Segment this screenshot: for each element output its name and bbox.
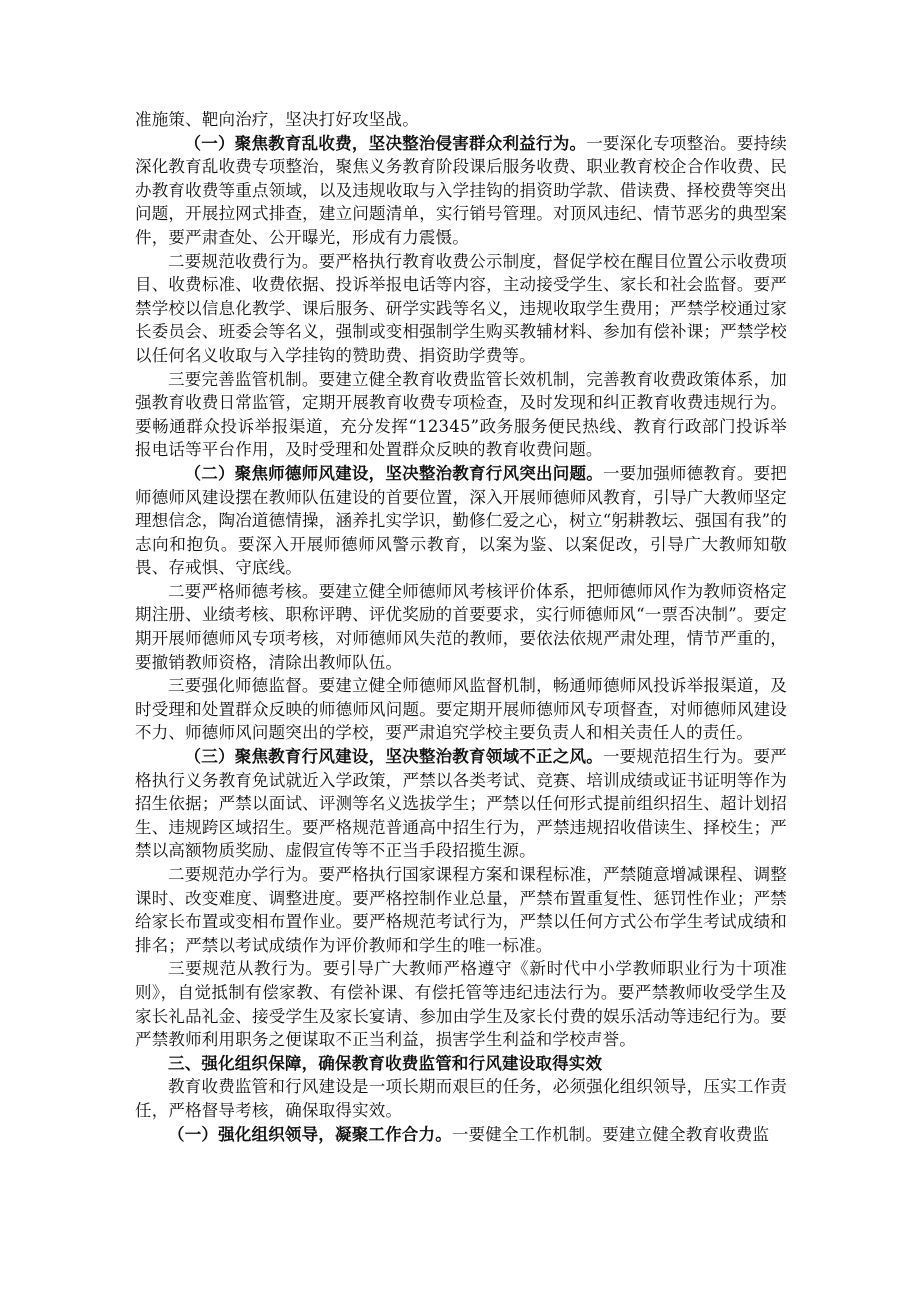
document-page: [135, 108, 787, 1146]
paragraph-8-text: 一要规范招生行为。要严格执行义务教育免试就近入学政策，严禁以各类考试、竞赛、培训成绩或证书证明等作为招生依据；严禁以面试、评测等名义选拔学生；严禁以任何形式提前组织招生、超计划招生、违规跨区域招生。要严格规范普通高中招生行为，严禁违规招收借读生、择校生；严禁以高额物质奖励、虚假宣传等不正当手段招揽生源。: [135, 747, 788, 861]
section-heading: 三、强化组织保障，确保教育收费监管和行风建设取得实效: [168, 1053, 603, 1073]
paragraph-10: [135, 957, 787, 1051]
paragraph-9: [135, 863, 787, 957]
paragraph-8: [135, 745, 787, 863]
paragraph-11-text: 教育收费监管和行风建设是一项长期而艰巨的任务，必须强化组织领导，压实工作责任，严格督导考核，确保取得实效。: [135, 1077, 787, 1120]
paragraph-2: [135, 132, 787, 250]
paragraph-2-text: 一要深化专项整治。要持续深化教育乱收费专项整治，聚焦义务教育阶段课后服务收费、职业教育校企合作收费、民办教育收费等重点领域，以及违规收取与入学挂钩的捐资助学款、借读费、择校费等突出问题，开展拉网式排查，建立问题清单，实行销号管理。对顶风违纪、情节恶劣的典型案件，要严肃查处、公开曝光，形成有力震慑。: [135, 133, 787, 247]
paragraph-12-text: 一要健全工作机制。要建立健全教育收费监: [451, 1124, 770, 1144]
paragraph-5-lead: （二）聚焦师德师风建设，坚决整治教育行风突出问题。: [184, 463, 603, 483]
paragraph-7-text: 三要强化师德监督。要建立健全师德师风监督机制，畅通师德师风投诉举报渠道，及时受理和处置群众反映的师德师风问题。要定期开展师德师风专项督查，对师德师风建设不力、师德师风问题突出的学校，要严肃追究学校主要负责人和相关责任人的责任。: [135, 676, 787, 743]
paragraph-6-text: 二要严格师德考核。要建立健全师德师风考核评价体系，把师德师风作为教师资格定期注册、业绩考核、职称评聘、评优奖励的首要要求，实行师德师风“一票否决制”。要定期开展师德师风专项考核，对师德师风失范的教师，要依法依规严肃处理，情节严重的，要撤销教师资格，清除出教师队伍。: [135, 581, 787, 672]
paragraph-8-lead: （三）聚焦教育行风建设，坚决整治教育领域不正之风。: [184, 747, 603, 767]
paragraph-4-text: 三要完善监管机制。要建立健全教育收费监管长效机制，完善教育收费政策体系，加强教育收费日常监管，定期开展教育收费专项检查，及时发现和纠正教育收费违规行为。要畅通群众投诉举报渠道，充分发挥“12345”政务服务便民热线、教育行政部门投诉举报电话等平台作用，及时受理和处置群众反映的教育收费问题。: [135, 369, 787, 460]
paragraph-4: [135, 368, 787, 462]
paragraph-11: [135, 1075, 787, 1122]
paragraph-6: [135, 580, 787, 674]
paragraph-3: [135, 250, 787, 368]
paragraph-1-text: 准施策、靶向治疗，坚决打好攻坚战。: [135, 110, 419, 129]
paragraph-12-lead: （一）强化组织领导，凝聚工作合力。: [168, 1124, 452, 1144]
paragraph-1: [135, 108, 787, 132]
paragraph-12: [135, 1123, 787, 1147]
paragraph-5: [135, 462, 787, 580]
paragraph-3-text: 二要规范收费行为。要严格执行教育收费公示制度，督促学校在醒目位置公示收费项目、收费标准、收费依据、投诉举报电话等内容，主动接受学生、家长和社会监督。要严禁学校以信息化教学、课后服务、研学实践等名义，违规收取学生费用；严禁学校通过家长委员会、班委会等名义，强制或变相强制学生购买教辅材料、参加有偿补课；严禁学校以任何名义收取与入学挂钩的赞助费、捐资助学费等。: [135, 251, 787, 365]
paragraph-10-text: 三要规范从教行为。要引导广大教师严格遵守《新时代中小学教师职业行为十项准则》，自觉抵制有偿家教、有偿补课、有偿托管等违纪违法行为。要严禁教师收受学生及家长礼品礼金、接受学生及家长宴请、参加由学生及家长付费的娱乐活动等违纪行为。要严禁教师利用职务之便谋取不正当利益，损害学生利益和学校声誉。: [135, 959, 787, 1050]
paragraph-5-text: 一要加强师德教育。要把师德师风建设摆在教师队伍建设的首要位置，深入开展师德师风教育，引导广大教师坚定理想信念，陶冶道德情操，涵养扎实学识，勤修仁爱之心，树立“躬耕教坛、强国有我”的志向和抱负。要深入开展师德师风警示教育，以案为鉴、以案促改，引导广大教师知敬畏、存戒惧、守底线。: [135, 463, 788, 578]
paragraph-2-lead: （一）聚焦教育乱收费，坚决整治侵害群众利益行为。: [184, 133, 587, 153]
paragraph-7: [135, 674, 787, 745]
paragraph-9-text: 二要规范办学行为。要严格执行国家课程方案和课程标准，严禁随意增减课程、调整课时、改变难度、调整进度。要严格控制作业总量，严禁布置重复性、惩罚性作业；严禁给家长布置或变相布置作业。要严格规范考试行为，严禁以任何方式公布学生考试成绩和排名；严禁以考试成绩作为评价教师和学生的唯一标准。: [135, 865, 787, 955]
